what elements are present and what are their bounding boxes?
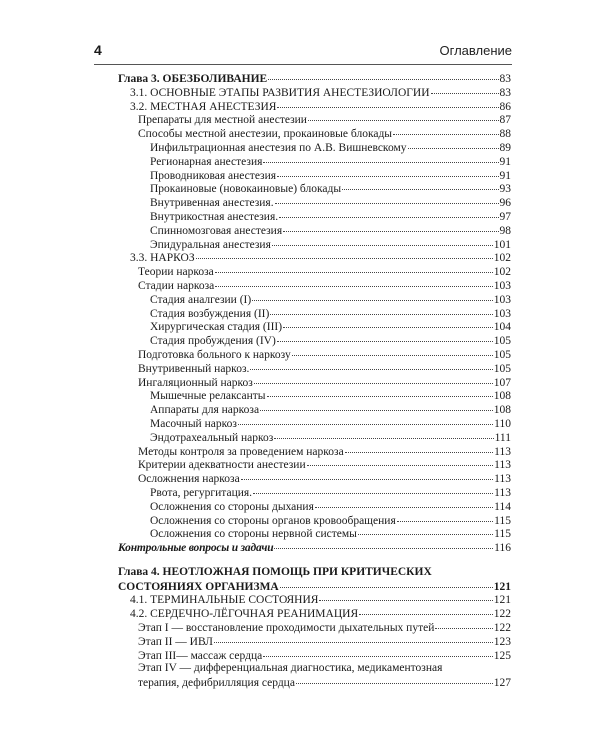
toc-entry-title: Глава 3. ОБЕЗБОЛИВАНИЕ: [118, 73, 268, 85]
toc-entry-title: Препараты для местной анестезии: [138, 114, 307, 127]
leader-dots: [435, 619, 492, 629]
toc-entry-page: 115: [494, 514, 511, 527]
toc-entry-title: 3.1. ОСНОВНЫЕ ЭТАПЫ РАЗВИТИЯ АНЕСТЕЗИОЛОГИИ: [130, 86, 430, 99]
leader-dots: [272, 236, 493, 246]
toc-entry-title: Спинномозговая анестезия: [150, 224, 283, 237]
toc-entry-page: 105: [493, 348, 511, 361]
toc-chapter-3: [118, 72, 511, 555]
chapter-4-page: 121: [493, 580, 511, 593]
toc-entry-page: 89: [499, 141, 511, 154]
toc-entry-title: Осложнения со стороны органов кровообращения: [150, 514, 396, 527]
toc-entry-title: Теории наркоза: [138, 266, 214, 279]
leader-dots: [283, 222, 498, 232]
leader-dots: [268, 70, 498, 80]
toc-entry-page: 122: [493, 622, 511, 635]
leader-dots: [267, 387, 493, 397]
leader-dots: [196, 249, 493, 259]
toc-entry-title: Внутривенная анестезия.: [150, 197, 274, 210]
toc-entry-page: 103: [493, 293, 511, 306]
header-rule: [94, 64, 512, 65]
toc-entry-page: 91: [499, 169, 511, 182]
toc-entry-page: 96: [499, 197, 511, 210]
toc-entry-title: Аппараты для наркоза: [150, 404, 260, 417]
leader-dots: [254, 374, 493, 384]
toc-entry-page: 110: [494, 417, 511, 430]
toc-entry-title: Методы контроля за проведением наркоза: [138, 445, 344, 458]
toc-entry-page: 97: [499, 210, 511, 223]
toc-entry-title: Внутрикостная анестезия.: [150, 210, 279, 223]
running-title: Оглавление: [439, 43, 512, 58]
leader-dots: [253, 484, 493, 494]
leader-dots: [215, 277, 493, 287]
leader-dots: [250, 360, 492, 370]
toc-entry-page: 115: [494, 528, 511, 541]
leader-dots: [277, 332, 493, 342]
toc-entry-page: 108: [493, 390, 511, 403]
toc-entry-page: 107: [493, 376, 511, 389]
toc-entry-title: Осложнения наркоза: [138, 473, 240, 486]
toc-entry-page: 113: [494, 473, 511, 486]
leader-dots: [408, 139, 499, 149]
leader-dots: [263, 153, 498, 163]
toc-entry-title: Этап I — восстановление проходимости дыхательных путей: [138, 622, 435, 635]
toc-entry: [118, 541, 511, 555]
toc-entry-page: 91: [499, 155, 511, 168]
leader-dots: [308, 111, 499, 121]
toc-entry-page: 113: [494, 445, 511, 458]
toc-entry-title: Прокаиновые (новокаиновые) блокады: [150, 183, 342, 196]
toc-entry-title: Эндотрахеальный наркоз: [150, 431, 274, 444]
toc-entry-title: Подготовка больного к наркозу: [138, 348, 291, 361]
toc-entry-title: Масочный наркоз: [150, 417, 237, 430]
toc-entry-title: Критерии адекватности анестезии: [138, 459, 306, 472]
stage-4-line1: Этап IV — дифференциальная диагностика, медикаментозная: [138, 662, 443, 675]
leader-dots: [307, 456, 494, 466]
toc-entry-page: 104: [493, 321, 511, 334]
toc-entry-title: Стадии наркоза: [138, 279, 215, 292]
toc-entry-title: Стадия пробуждения (IV): [150, 335, 276, 348]
toc-entry-page: 88: [499, 128, 511, 141]
leader-dots: [274, 539, 493, 549]
toc-entry-title: Осложнения со стороны нервной системы: [150, 528, 357, 541]
toc-entry-page: 114: [494, 500, 511, 513]
leader-dots: [263, 647, 493, 657]
toc-entry-title: Рвота, регургитация.: [150, 486, 253, 499]
toc-entry-title: Проводниковая анестезия: [150, 169, 277, 182]
leader-dots: [283, 318, 493, 328]
toc-entry: [118, 649, 511, 663]
leader-dots: [277, 98, 498, 108]
toc-entry-title: Ингаляционный наркоз: [138, 376, 253, 389]
chapter-4-title-line1: Глава 4. НЕОТЛОЖНАЯ ПОМОЩЬ ПРИ КРИТИЧЕСКИХ: [118, 565, 432, 578]
leader-dots: [241, 470, 493, 480]
leader-dots: [274, 429, 493, 439]
leader-dots: [345, 443, 494, 453]
page-header: [94, 42, 512, 58]
toc-entry-title: Регионарная анестезия: [150, 155, 263, 168]
toc-entry-title: Способы местной анестезии, прокаиновые блокады: [138, 128, 393, 141]
leader-dots: [358, 525, 493, 535]
toc-entry-title: 3.2. МЕСТНАЯ АНЕСТЕЗИЯ: [130, 100, 277, 113]
leader-dots: [277, 167, 498, 177]
toc-entry-page: 101: [493, 238, 511, 251]
toc-chapter-4-heading: [118, 566, 511, 594]
toc-entry-stage-4: [118, 662, 511, 690]
toc-entry-page: 83: [499, 86, 511, 99]
toc-entry-page: 103: [493, 279, 511, 292]
toc-entry-page: 102: [493, 266, 511, 279]
toc-entry-title: 3.3. НАРКОЗ: [130, 252, 195, 265]
chapter-4-title-line2: СОСТОЯНИЯХ ОРГАНИЗМА: [118, 580, 279, 593]
spacer: [118, 555, 511, 566]
leader-dots: [397, 512, 493, 522]
page-number: 4: [94, 42, 102, 58]
toc-entry-page: 125: [493, 649, 511, 662]
toc-entry-page: 113: [494, 459, 511, 472]
stage-4-line2-row: [138, 676, 511, 690]
toc-chapter-4: [118, 593, 511, 662]
toc-entry-page: 103: [493, 307, 511, 320]
leader-dots: [275, 194, 499, 204]
toc-entry-page: 102: [493, 252, 511, 265]
toc-entry-title: Стадия аналгезии (I): [150, 293, 252, 306]
leader-dots: [214, 633, 493, 643]
toc-entry-page: 121: [493, 594, 511, 607]
leader-dots: [296, 674, 493, 684]
toc-entry-page: 108: [493, 404, 511, 417]
toc-entry-title: 4.2. СЕРДЕЧНО-ЛЁГОЧНАЯ РЕАНИМАЦИЯ: [130, 608, 359, 621]
leader-dots: [359, 605, 493, 615]
toc-entry-page: 122: [493, 608, 511, 621]
leader-dots: [215, 263, 493, 273]
stage-4-page: 127: [493, 677, 511, 690]
toc-entry-page: 105: [493, 335, 511, 348]
toc-entry-page: 116: [494, 542, 511, 555]
toc-entry-title: Контрольные вопросы и задачи: [118, 542, 274, 555]
leader-dots: [393, 125, 498, 135]
toc-entry-title: Мышечные релаксанты: [150, 390, 266, 403]
leader-dots: [431, 84, 499, 94]
stage-4-line2: терапия, дефибрилляция сердца: [138, 677, 295, 690]
toc-entry-title: Хирургическая стадия (III): [150, 321, 283, 334]
toc-entry-page: 87: [499, 114, 511, 127]
leader-dots: [280, 578, 493, 588]
toc-entry-page: 113: [494, 486, 511, 499]
toc-entry-page: 86: [499, 100, 511, 113]
leader-dots: [319, 591, 492, 601]
leader-dots: [270, 305, 492, 315]
toc-entry-title: Этап II — ИВЛ: [138, 635, 213, 648]
toc-entry-page: 105: [493, 362, 511, 375]
leader-dots: [342, 180, 498, 190]
leader-dots: [238, 415, 493, 425]
toc-entry-title: Инфильтрационная анестезия по А.В. Вишневскому: [150, 141, 407, 154]
toc-entry-page: 111: [494, 431, 511, 444]
toc-entry-title: Внутривенный наркоз.: [138, 362, 250, 375]
leader-dots: [292, 346, 493, 356]
leader-dots: [252, 291, 493, 301]
toc-entry-title: Этап III— массаж сердца: [138, 649, 263, 662]
toc-entry-title: Осложнения со стороны дыхания: [150, 500, 314, 513]
leader-dots: [279, 208, 498, 218]
toc-entry-title: Эпидуральная анестезия: [150, 238, 271, 251]
toc-entry-page: 83: [499, 73, 511, 85]
toc-entry-page: 98: [499, 224, 511, 237]
table-of-contents: [118, 72, 511, 690]
toc-entry-page: 123: [493, 635, 511, 648]
leader-dots: [260, 401, 493, 411]
leader-dots: [315, 498, 493, 508]
toc-entry-title: 4.1. ТЕРМИНАЛЬНЫЕ СОСТОЯНИЯ: [130, 594, 319, 607]
toc-entry-page: 93: [499, 183, 511, 196]
toc-entry-title: Стадия возбуждения (II): [150, 307, 270, 320]
